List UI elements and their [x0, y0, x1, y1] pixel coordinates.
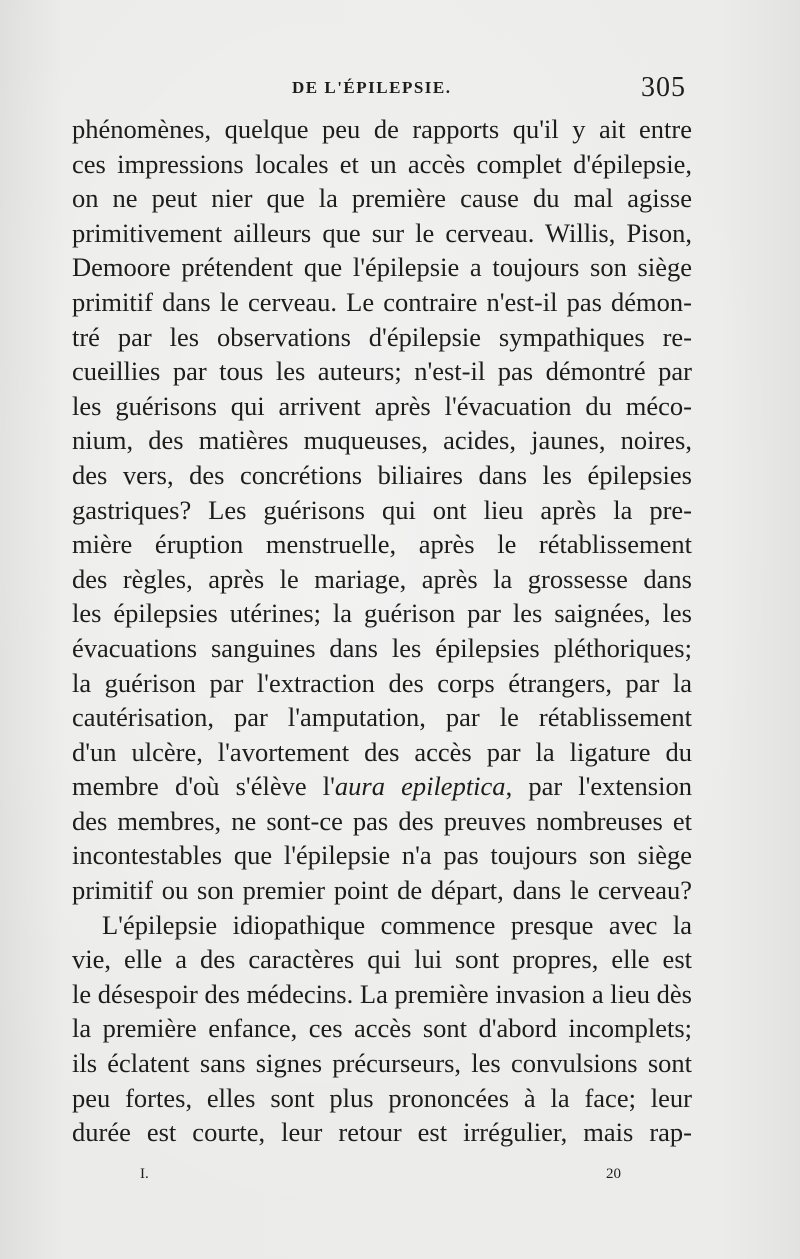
text-line: ces impressions locales et un accès complet d'épilepsie,	[72, 148, 692, 179]
text-line: les guérisons qui arrivent après l'évacuation du méco-	[72, 390, 692, 421]
text-line: primitif dans le cerveau. Le contraire n'est-il pas démon-	[72, 286, 692, 317]
body-text	[72, 112, 692, 1150]
text-segment: membre d'où s'élève l'	[72, 771, 335, 802]
text-line: cueillies par tous les auteurs; n'est-il pas démontré par	[72, 356, 692, 387]
text-line: évacuations sanguines dans les épilepsies pléthoriques;	[72, 632, 692, 663]
text-line: des règles, après le mariage, après la grossesse dans	[72, 563, 692, 594]
gathering-number: 20	[606, 1166, 621, 1182]
text-line: gastriques? Les guérisons qui ont lieu après la pre-	[72, 494, 692, 525]
text-line: les épilepsies utérines; la guérison par les saignées, les	[72, 598, 692, 629]
text-line: d'un ulcère, l'avortement des accès par la ligature du	[72, 736, 692, 767]
page-footer	[0, 1166, 800, 1190]
text-line: tré par les observations d'épilepsie sympathiques re-	[72, 321, 692, 352]
text-segment: , par l'extension	[505, 771, 692, 802]
text-line: nium, des matières muqueuses, acides, jaunes, noires,	[72, 425, 692, 456]
text-line: phénomènes, quelque peu de rapports qu'il y ait entre	[72, 114, 692, 144]
text-line: on ne peut nier que la première cause du mal agisse	[72, 183, 692, 214]
text-line: la première enfance, ces accès sont d'abord incomplets;	[72, 1013, 692, 1044]
italic-term: aura epileptica	[334, 771, 506, 802]
page-header-title: DE L'ÉPILEPSIE.	[292, 78, 452, 97]
text-line: cautérisation, par l'amputation, par le rétablissement	[72, 702, 692, 733]
text-line: durée est courte, leur retour est irrégulier, mais rap-	[72, 1117, 692, 1148]
signature-mark: I.	[140, 1166, 149, 1182]
text-line: ils éclatent sans signes précurseurs, les convulsions sont	[72, 1048, 692, 1079]
text-line: vie, elle a des caractères qui lui sont propres, elle est	[72, 944, 692, 975]
running-head	[0, 74, 800, 104]
text-line-aura	[72, 769, 692, 804]
text-line: la guérison par l'extraction des corps étrangers, par la	[72, 667, 692, 698]
page-number: 305	[641, 72, 686, 103]
text-line: mière éruption menstruelle, après le rétablissement	[72, 529, 692, 560]
text-line: primitivement ailleurs que sur le cerveau. Willis, Pison,	[72, 217, 692, 248]
text-line: des vers, des concrétions biliaires dans les épilepsies	[72, 459, 692, 490]
text-line: le désespoir des médecins. La première invasion a lieu dès	[72, 978, 692, 1009]
text-line: des membres, ne sont-ce pas des preuves nombreuses et	[72, 805, 692, 836]
text-line: primitif ou son premier point de départ, dans le cerveau?	[72, 875, 692, 906]
paragraph-first-line: L'épilepsie idiopathique commence presque avec la	[102, 909, 692, 940]
text-line: Demoore prétendent que l'épilepsie a toujours son siège	[72, 252, 692, 283]
text-line: peu fortes, elles sont plus prononcées à la face; leur	[72, 1082, 692, 1113]
text-line: incontestables que l'épilepsie n'a pas toujours son siège	[72, 840, 692, 871]
